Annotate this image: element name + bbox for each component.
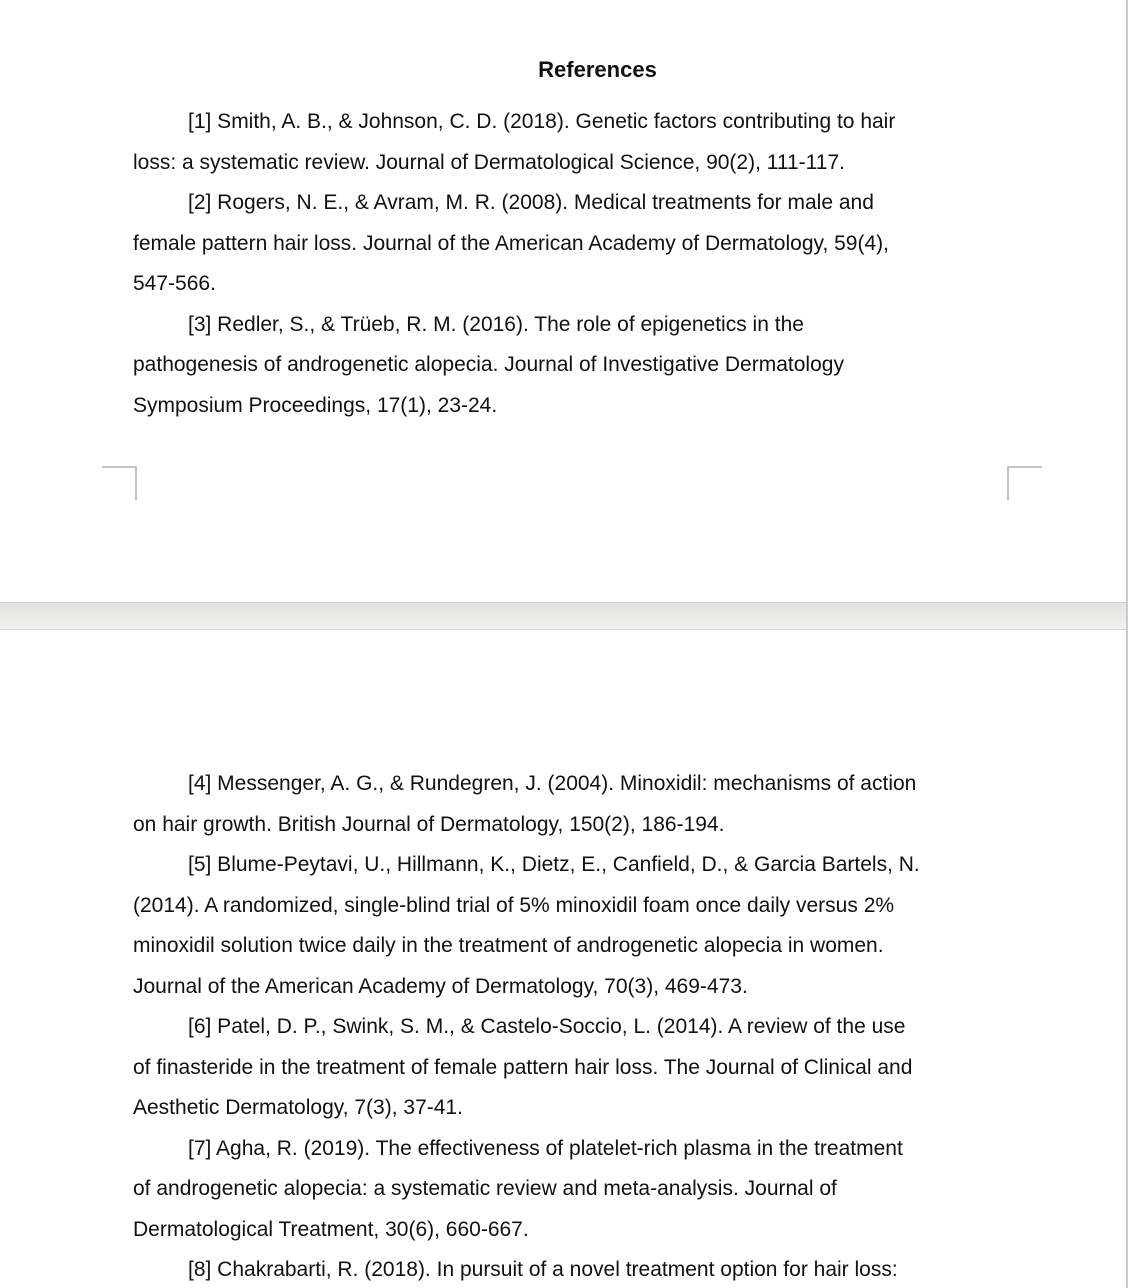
page-1 bbox=[0, 0, 1130, 602]
reference-line: [1] Smith, A. B., & Johnson, C. D. (2018). Genetic factors contributing to hair bbox=[188, 110, 896, 133]
reference-line: [6] Patel, D. P., Swink, S. M., & Castelo-Soccio, L. (2014). A review of the use bbox=[188, 1015, 906, 1038]
reference-3 bbox=[133, 305, 1007, 427]
reference-line: of androgenetic alopecia: a systematic review and meta-analysis. Journal of bbox=[133, 1177, 837, 1200]
page-1-text-area[interactable] bbox=[133, 102, 1007, 426]
margin-corner-mark-bottom-left bbox=[102, 466, 137, 468]
reference-line: of finasteride in the treatment of female pattern hair loss. The Journal of Clinical and bbox=[133, 1055, 913, 1079]
page-2 bbox=[0, 630, 1130, 1288]
page-break-gap bbox=[0, 602, 1130, 630]
reference-7 bbox=[133, 1129, 1007, 1251]
page-2-text-area[interactable] bbox=[133, 764, 1007, 1288]
reference-line: [7] Agha, R. (2019). The effectiveness of platelet-rich plasma in the treatment bbox=[188, 1136, 903, 1160]
reference-line: Journal of the American Academy of Dermatology, 70(3), 469-473. bbox=[133, 974, 748, 998]
reference-2 bbox=[133, 183, 1007, 305]
reference-6 bbox=[133, 1007, 1007, 1129]
reference-1 bbox=[133, 102, 1007, 183]
reference-8 bbox=[133, 1250, 1007, 1288]
reference-line: loss: a systematic review. Journal of Dermatological Science, 90(2), 111-117. bbox=[133, 150, 845, 174]
reference-line: [5] Blume-Peytavi, U., Hillmann, K., Dietz, E., Canfield, D., & Garcia Bartels, N. bbox=[188, 853, 920, 876]
reference-line: [8] Chakrabarti, R. (2018). In pursuit of a novel treatment option for hair loss: bbox=[188, 1258, 898, 1281]
reference-line: minoxidil solution twice daily in the treatment of androgenetic alopecia in women. bbox=[133, 934, 884, 957]
reference-line: 547-566. bbox=[133, 272, 216, 295]
reference-5 bbox=[133, 845, 1007, 1007]
reference-line: (2014). A randomized, single-blind trial of 5% minoxidil foam once daily versus 2% bbox=[133, 893, 895, 917]
reference-line: Dermatological Treatment, 30(6), 660-667. bbox=[133, 1217, 529, 1241]
reference-line: [3] Redler, S., & Trüeb, R. M. (2016). The role of epigenetics in the bbox=[188, 312, 804, 336]
reference-line: pathogenesis of androgenetic alopecia. Journal of Investigative Dermatology bbox=[133, 353, 844, 376]
margin-corner-mark-bottom-right bbox=[1007, 466, 1042, 468]
reference-line: [2] Rogers, N. E., & Avram, M. R. (2008). Medical treatments for male and bbox=[188, 191, 874, 214]
reference-line: on hair growth. British Journal of Dermatology, 150(2), 186-194. bbox=[133, 812, 725, 836]
reference-line: [4] Messenger, A. G., & Rundegren, J. (2004). Minoxidil: mechanisms of action bbox=[188, 772, 917, 795]
margin-corner-mark-bottom-right bbox=[1007, 466, 1009, 500]
reference-line: female pattern hair loss. Journal of the American Academy of Dermatology, 59(4), bbox=[133, 231, 889, 255]
margin-corner-mark-bottom-left bbox=[135, 466, 137, 500]
reference-4 bbox=[133, 764, 1007, 845]
reference-line: Symposium Proceedings, 17(1), 23-24. bbox=[133, 393, 498, 417]
references-heading: References bbox=[538, 56, 657, 82]
reference-line: Aesthetic Dermatology, 7(3), 37-41. bbox=[133, 1096, 463, 1119]
